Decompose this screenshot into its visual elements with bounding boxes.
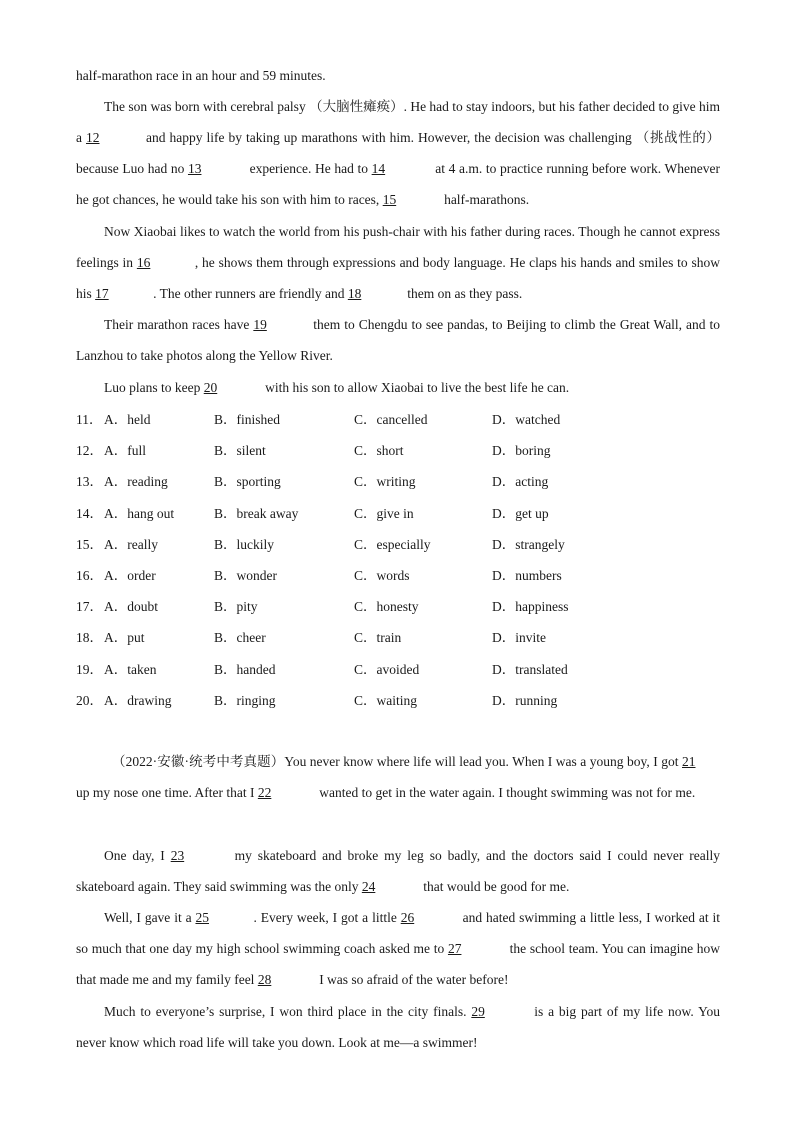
option-c[interactable]: C．waiting — [354, 692, 417, 708]
option-a[interactable]: A．order — [104, 567, 156, 583]
blank-20[interactable]: 20 — [203, 380, 218, 395]
option-c[interactable]: C．especially — [354, 536, 431, 552]
option-c[interactable]: C．train — [354, 630, 402, 646]
blank-13[interactable]: 13 — [187, 161, 202, 176]
option-d[interactable]: D．boring — [492, 443, 551, 459]
blank-23[interactable]: 23 — [170, 848, 185, 863]
paragraph-luo-plans: Luo plans to keep 20 with his son to allow Xiaobai to live the best life he can. — [76, 372, 720, 403]
option-b[interactable]: B．finished — [214, 412, 280, 427]
option-a[interactable]: A．hang out — [104, 505, 175, 521]
option-b[interactable]: B．silent — [214, 443, 266, 459]
blank-29[interactable]: 29 — [471, 1004, 485, 1019]
option-c[interactable]: C．give in — [354, 505, 414, 521]
blank-21[interactable]: 21 — [682, 754, 696, 769]
blank-16[interactable]: 16 — [136, 255, 151, 270]
blank-12[interactable]: 12 — [86, 130, 100, 145]
option-d[interactable]: D．watched — [492, 412, 561, 427]
option-d[interactable]: D．get up — [492, 505, 549, 521]
option-b[interactable]: B．handed — [214, 661, 276, 677]
paragraph-one-day: One day, I 23 my skateboard and broke my leg so badly, and the doctors said I could never really skateboard again. They said swimming was the only 24 that would be good for me. — [76, 840, 720, 902]
option-b[interactable]: B．break away — [214, 505, 299, 521]
option-a[interactable]: A．put — [104, 630, 145, 646]
option-b[interactable]: B．cheer — [214, 630, 266, 646]
option-d[interactable]: D．acting — [492, 474, 549, 490]
option-d[interactable]: D．invite — [492, 630, 546, 646]
option-b[interactable]: B．sporting — [214, 474, 281, 490]
options-table — [76, 404, 720, 716]
paragraph-surprise: Much to everyone’s surprise, I won third place in the city finals. 29 is a big part of my life now. You never know which road life will take you down. Look at me—a swimmer! — [76, 996, 720, 1058]
option-a[interactable]: A．drawing — [104, 692, 172, 708]
blank-15[interactable]: 15 — [382, 192, 397, 207]
option-row: 18． A．put B．cheer C．train D．invite — [76, 622, 720, 653]
blank-24[interactable]: 24 — [361, 879, 376, 894]
option-c[interactable]: C．avoided — [354, 661, 420, 677]
blank-17[interactable]: 17 — [95, 286, 109, 301]
blank-14[interactable]: 14 — [371, 161, 386, 176]
option-row: 12． A．full B．silent C．short D．boring — [76, 435, 720, 466]
paragraph-marathon-races: Their marathon races have 19 them to Chengdu to see pandas, to Beijing to climb the Great Wall, and to Lanzhou to take photos along the Yellow River. — [76, 309, 720, 371]
option-b[interactable]: B．luckily — [214, 536, 274, 552]
option-row: 13． A．reading B．sporting C．writing D．acting — [76, 466, 720, 497]
blank-25[interactable]: 25 — [195, 910, 209, 925]
paragraph-son-born: The son was born with cerebral palsy （大脑性瘫痪）. He had to stay indoors, but his father decided to give him a 12 and happy life by taking up marathons with him. However, the decision was challenging （挑战性的） because Luo had no 13 experience. He had to 14 at 4 a.m. to practice running before work. Whenever he got chances, he would take his son with him to races, 15 half-marathons. — [76, 91, 720, 215]
option-a[interactable]: A．really — [104, 536, 158, 552]
option-row: 11． A．held B．finished C．cancelled D．watched — [76, 404, 720, 435]
paragraph-continuation: half-marathon race in an hour and 59 minutes. — [76, 68, 326, 83]
paragraph-2022-intro: （2022·安徽·统考中考真题）You never know where life will lead you. When I was a young boy, I got 21 up my nose one time. After that I 22 wanted to get in the water again. I thought swimming was not for me. — [76, 746, 720, 808]
option-d[interactable]: D．strangely — [492, 536, 565, 552]
option-c[interactable]: C．short — [354, 443, 404, 459]
option-b[interactable]: B．ringing — [214, 692, 276, 708]
option-c[interactable]: C．cancelled — [354, 412, 428, 427]
option-c[interactable]: C．writing — [354, 474, 416, 490]
paragraph-xiaobai: Now Xiaobai likes to watch the world from his push-chair with his father during races. Though he cannot express feelings in 16 , he shows them through expressions and body language. He claps his hands and smiles to show his 17 . The other runners are friendly and 18 them on as they pass. — [76, 216, 720, 309]
option-c[interactable]: C．honesty — [354, 599, 419, 615]
option-a[interactable]: A．doubt — [104, 599, 158, 615]
option-b[interactable]: B．wonder — [214, 567, 277, 583]
blank-27[interactable]: 27 — [447, 941, 462, 956]
option-a[interactable]: A．taken — [104, 661, 157, 677]
option-a[interactable]: A．reading — [104, 474, 168, 490]
option-row: 15． A．really B．luckily C．especially D．strangely — [76, 529, 720, 560]
blank-26[interactable]: 26 — [400, 910, 415, 925]
option-a[interactable]: A．full — [104, 443, 146, 459]
option-d[interactable]: D．numbers — [492, 567, 562, 583]
blank-18[interactable]: 18 — [347, 286, 362, 301]
option-row: 19． A．taken B．handed C．avoided D．translated — [76, 654, 720, 685]
blank-22[interactable]: 22 — [257, 785, 272, 800]
option-b[interactable]: B．pity — [214, 599, 258, 615]
option-row: 16． A．order B．wonder C．words D．numbers — [76, 560, 720, 591]
blank-28[interactable]: 28 — [257, 972, 272, 987]
option-d[interactable]: D．happiness — [492, 599, 569, 615]
option-d[interactable]: D．running — [492, 692, 558, 708]
option-row: 17． A．doubt B．pity C．honesty D．happiness — [76, 591, 720, 622]
option-a[interactable]: A．held — [104, 412, 151, 427]
option-row: 14． A．hang out B．break away C．give in D．get up — [76, 498, 720, 529]
option-c[interactable]: C．words — [354, 567, 410, 583]
option-row: 20． A．drawing B．ringing C．waiting D．running — [76, 685, 720, 716]
paragraph-gave-it-a: Well, I gave it a 25 . Every week, I got a little 26 and hated swimming a little less, I worked at it so much that one day my high school swimming coach asked me to 27 the school team. You can imagine how that made me and my family feel 28 I was so afraid of the water before! — [76, 902, 720, 995]
blank-19[interactable]: 19 — [253, 317, 267, 332]
option-d[interactable]: D．translated — [492, 661, 568, 677]
